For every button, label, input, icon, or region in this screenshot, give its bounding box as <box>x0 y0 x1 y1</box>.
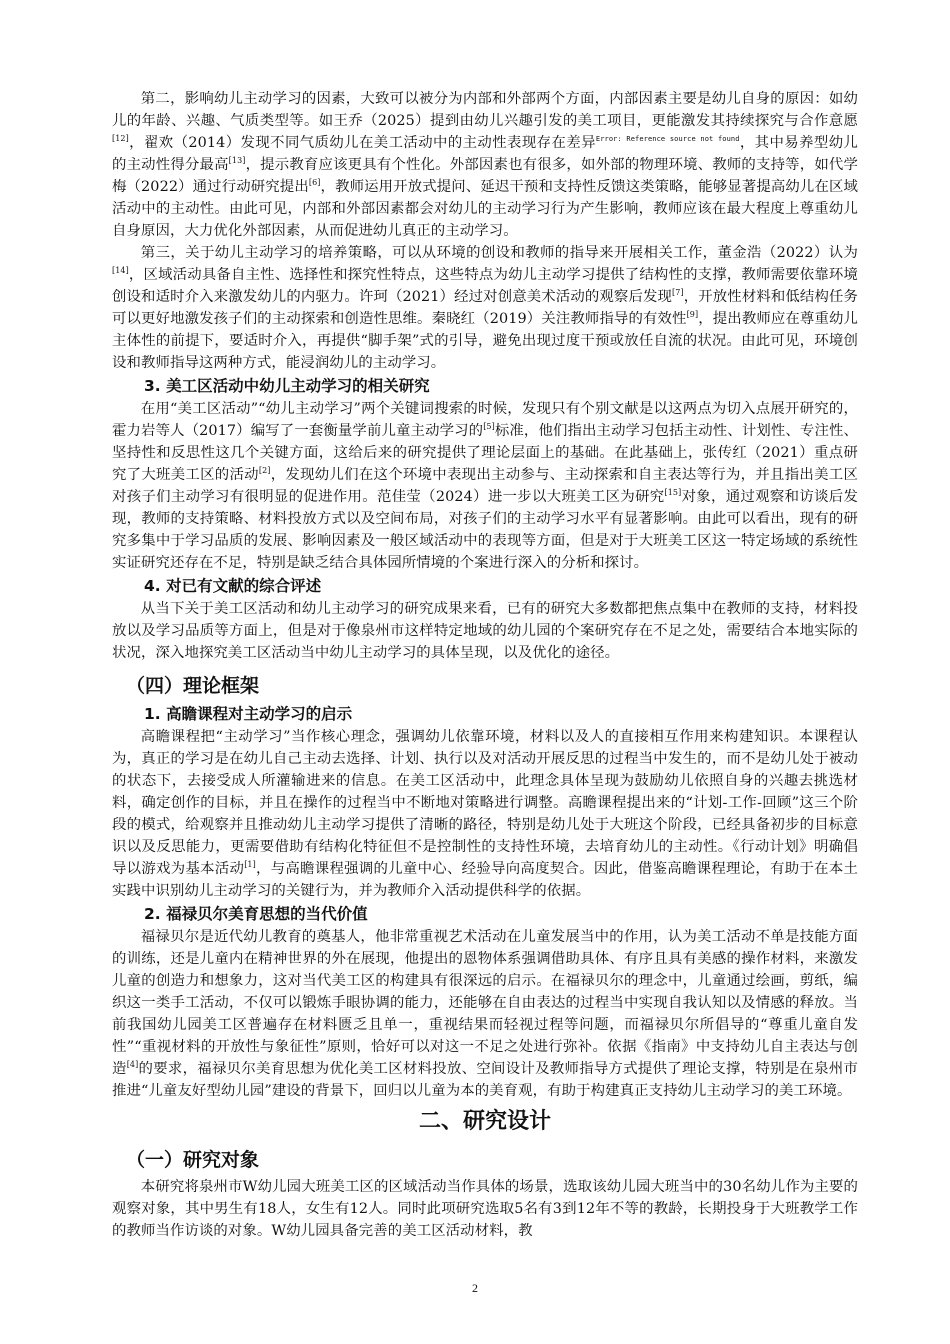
paragraph-related-research <box>112 398 858 574</box>
page-content <box>112 88 858 1242</box>
text: 第二，影响幼儿主动学习的因素，大致可以被分为内部和外部两个方面，内部因素主要是幼儿自身的原因：如幼儿的年龄、兴趣、气质类型等。如王乔（2025）提到由幼儿兴趣引发的美工项目，更能激发其持续探究与合作意愿 <box>112 91 858 129</box>
subsection-heading-froebel: 2. 福禄贝尔美育思想的当代价值 <box>144 905 368 923</box>
text: ，与高瞻课程强调的儿童中心、经验导向高度契合。因此，借鉴高瞻课程理论，有助于在本土实践中识别幼儿主动学习的关键行为，并为教师介入活动提供科学的依据。 <box>112 861 858 899</box>
chapter-heading-research-design: 二、研究设计 <box>418 1109 551 1134</box>
text: ，发现幼儿们在这个环境中表现出主动参与、主动探索和自主表达等行为，并且指出美工区对孩子们主动学习有很明显的促进作用。范佳莹（2024）进一步以大班美工区为研究 <box>112 467 858 505</box>
text: ，翟欢（2014）发现不同气质幼儿在美工活动中的主动性表现存在差异 <box>128 135 596 151</box>
citation: [13] <box>228 156 246 166</box>
text: 第三，关于幼儿主动学习的培养策略，可以从环境的创设和教师的指导来开展相关工作，董金浩（2022）认为 <box>140 245 858 261</box>
citation: [1] <box>244 860 256 870</box>
paragraph-influencing-factors <box>112 88 858 242</box>
section-heading-3: 3. 美工区活动中幼儿主动学习的相关研究 <box>144 377 430 395</box>
citation: [5] <box>483 422 495 432</box>
paragraph-froebel <box>112 926 858 1102</box>
text: 对象，通过观察和访谈后发现，教师的支持策略、材料投放方式以及空间布局，对孩子们的主动学习水平有显著影响。由此可以看出，现有的研究多集中于学习品质的发展、影响因素及一般区域活动中的表现等方面，但是对于大班美工区这一特定场域的系统性实证研究还存在不足，特别是缺乏结合具体园所情境的个案进行深入的分析和探讨。 <box>112 489 859 571</box>
citation: [2] <box>258 466 271 476</box>
citation: [15] <box>664 488 682 498</box>
page-number: 2 <box>472 1281 478 1295</box>
citation: [7] <box>672 288 684 298</box>
text: ，提出教师应在尊重幼儿主体性的前提下，要适时介入，再提供“脚手架”式的引导，避免出现过度干预或放任自流的状况。由此可见，环境创设和教师指导这两种方式，能浸润幼儿的主动学习。 <box>112 311 858 371</box>
text: ，教师运用开放式提问、延迟干预和支持性反馈这类策略，能够显著提高幼儿在区域活动中的主动性。由此可见，内部和外部因素都会对幼儿的主动学习行为产生影响，教师应该在最大程度上尊重幼儿自身原因，大力优化外部因素，从而促进幼儿真正的主动学习。 <box>112 179 859 239</box>
text: 标准，他们指出主动学习包括主动性、计划性、专注性、坚持性和反思性这几个关键方面，这给后来的研究提供了理论层面上的基础。在此基础上，张传红（2021）重点研究了大班美工区的活动 <box>112 423 858 483</box>
text: ，其中易养型幼儿的主动性得分最高 <box>112 135 858 173</box>
citation: [9] <box>686 310 699 320</box>
section-heading-theory-framework: （四）理论框架 <box>126 675 260 697</box>
text: 福禄贝尔是近代幼儿教育的奠基人，他非常重视艺术活动在儿童发展当中的作用，认为美工活动不单是技能方面的训练，还是儿童内在精神世界的外在展现，他提出的恩物体系强调借助具体、有序且具有美感的操作材料，来激发儿童的创造力和想象力，这对当代美工区的构建具有很深远的启示。在福禄贝尔的理念中，儿童通过绘画，剪纸，编织这一类手工活动，不仅可以锻炼手眼协调的能力，还能够在自由表达的过程当中实现自我认知以及情感的释放。当前我国幼儿园美工区普遍存在材料匮乏且单一，重视结果而轻视过程等问题，而福禄贝尔所倡导的“尊重儿童自发性”“重视材料的开放性与象征性”原则，恰好可以对这一不足之处进行弥补。依据《指南》中支持幼儿自主表达与创造 <box>112 929 858 1077</box>
paragraph-research-subjects: 本研究将泉州市W幼儿园大班美工区的区域活动当作具体的场景，选取该幼儿园大班当中的30名幼儿作为主要的观察对象，其中男生有18人，女生有12人。同时此项研究选取5名有3到12年不等的教龄，长期投身于大班教学工作的教师当作访谈的对象。W幼儿园具备完善的美工区活动材料，教 <box>112 1179 858 1239</box>
subsection-heading-highscope: 1. 高瞻课程对主动学习的启示 <box>144 705 353 723</box>
section-heading-4: 4. 对已有文献的综合评述 <box>144 577 322 595</box>
text: ，开放性材料和低结构任务可以更好地激发孩子们的主动探索和创造性思维。秦晓红（2019）关注教师指导的有效性 <box>112 289 858 327</box>
citation: [14] <box>112 266 129 276</box>
text: ，区域活动具备自主性、选择性和探究性特点，这些特点为幼儿主动学习提供了结构性的支撑，教师需要依靠环境创设和适时介入来激发幼儿的内驱力。许珂（2021）经过对创意美术活动的观察后发现 <box>112 267 858 305</box>
text: 在用“美工区活动”“幼儿主动学习”两个关键词搜索的时候，发现只有个别文献是以这两点为切入点展开研究的，霍力岩等人（2017）编写了一套衡量学前儿童主动学习的 <box>112 401 858 439</box>
paragraph-cultivation-strategies <box>112 242 858 374</box>
text: ，提示教育应该更具有个性化。外部因素也有很多，如外部的物理环境、教师的支持等，如代学梅（2022）通过行动研究提出 <box>112 157 858 195</box>
paragraph-highscope <box>112 726 858 902</box>
paragraph-literature-review: 从当下关于美工区活动和幼儿主动学习的研究成果来看，已有的研究大多数都把焦点集中在教师的支持，材料投放以及学习品质等方面上，但是对于像泉州市这样特定地域的幼儿园的个案研究存在不足之处，需要结合本地实际的状况，深入地探究美工区活动当中幼儿主动学习的具体呈现，以及优化的途径。 <box>112 601 858 661</box>
section-heading-research-subjects: （一）研究对象 <box>126 1149 260 1171</box>
citation: [6] <box>308 178 321 188</box>
text: 高瞻课程把“主动学习”当作核心理念，强调幼儿依靠环境，材料以及人的直接相互作用来构建知识。本课程认为，真正的学习是在幼儿自己主动去选择、计划、执行以及对活动开展反思的过程当中发生的，而不是幼儿处于被动的状态下，去接受成人所灌输进来的信息。在美工区活动中，此理念具体呈现为鼓励幼儿依照自身的兴趣去挑选材料，确定创作的目标，并且在操作的过程当中不断地对策略进行调整。高瞻课程提出来的“计划-工作-回顾”这三个阶段的模式，给观察并且推动幼儿主动学习提供了清晰的路径，特别是幼儿处于大班这个阶段，已经具备初步的目标意识以及反思能力，更需要借助有结构化特征但不是控制性的支持性环境，去培育幼儿的主动性。《行动计划》明确倡导以游戏为基本活动 <box>112 729 858 877</box>
text: 的要求，福禄贝尔美育思想为优化美工区材料投放、空间设计及教师指导方式提供了理论支撑，特别是在泉州市推进“儿童友好型幼儿园”建设的背景下，回归以儿童为本的美育观，有助于构建真正支持幼儿主动学习的美工环境。 <box>112 1061 858 1099</box>
reference-error: Error: Reference source not found <box>595 135 740 144</box>
citation: [12] <box>112 134 129 144</box>
citation: [4] <box>126 1060 139 1070</box>
